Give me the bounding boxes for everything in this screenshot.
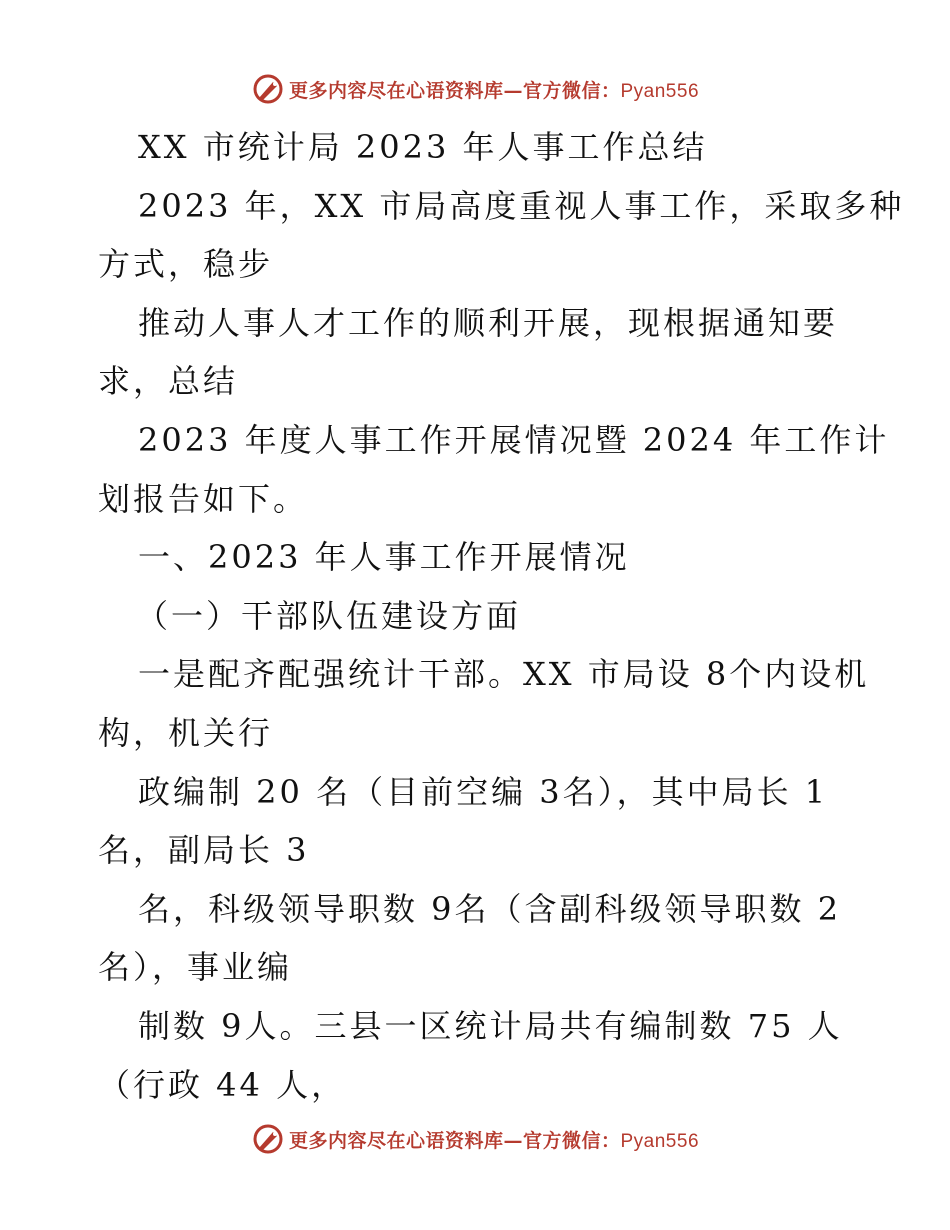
paragraph-line: 划报告如下。 [98, 479, 309, 518]
pen-nib-circle-icon [251, 72, 285, 106]
watermark-text: 更多内容尽在心语资料库—官方微信：Pyan556 [288, 1129, 700, 1152]
paragraph-line: 2023 年度人事工作开展情况暨 2024 年工作计 [138, 420, 890, 459]
document-body [98, 118, 905, 1114]
watermark-text: 更多内容尽在心语资料库—官方微信：Pyan556 [288, 79, 700, 102]
paragraph-line: 名，副局长 3 [98, 831, 310, 870]
section-heading: 一、2023 年人事工作开展情况 [138, 538, 630, 577]
document-title: XX 市统计局 2023 年人事工作总结 [138, 128, 708, 166]
watermark-header [0, 71, 950, 107]
paragraph-line: 2023 年，XX 市局高度重视人事工作，采取多种 [138, 186, 905, 225]
paragraph-line: 一是配齐配强统计干部。XX 市局设 8个内设机 [138, 655, 870, 694]
paragraph-line: 推动人事人才工作的顺利开展，现根据通知要 [138, 303, 839, 342]
watermark-footer [0, 1121, 950, 1157]
subsection-heading: （一）干部队伍建设方面 [136, 596, 522, 635]
paragraph-line: 方式，稳步 [98, 245, 274, 284]
pen-nib-circle-icon [251, 1122, 285, 1156]
paragraph-line: （行政 44 人， [98, 1065, 347, 1104]
paragraph-line: 名，科级领导职数 9名（含副科级领导职数 2 [138, 889, 842, 928]
paragraph-line: 制数 9人。三县一区统计局共有编制数 75 人 [138, 1006, 843, 1045]
paragraph-line: 政编制 20 名（目前空编 3名），其中局长 1 [138, 772, 829, 811]
paragraph-line: 求，总结 [98, 362, 239, 401]
paragraph-line: 构，机关行 [98, 713, 274, 752]
paragraph-line: 名），事业编 [98, 948, 293, 987]
